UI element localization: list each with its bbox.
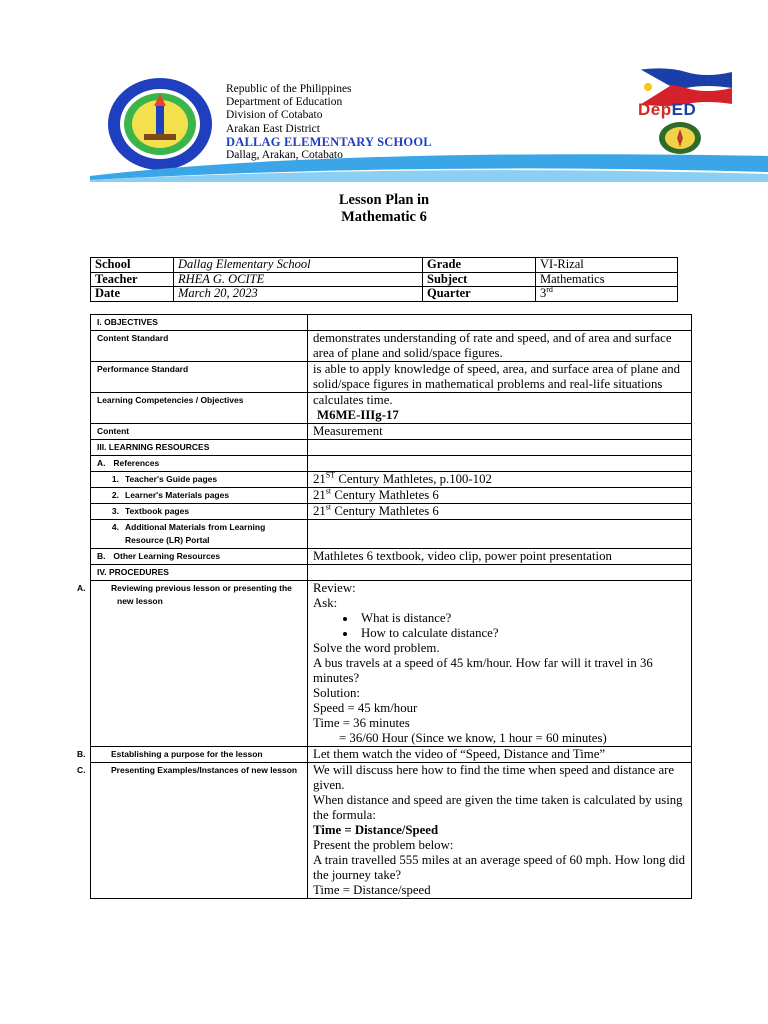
performance-standard-text: is able to apply knowledge of speed, area, and surface area of plane and solid/space figures in mathematical problems and real-life situations — [308, 362, 692, 393]
lm-edition-suffix: st — [325, 486, 332, 496]
lm-edition: 21 — [313, 488, 326, 502]
row-learning-resources — [91, 440, 692, 456]
header-wave-decoration — [0, 150, 768, 182]
subject-value: Mathematics — [536, 272, 678, 287]
header-line-district: Arakan East District — [226, 122, 320, 135]
ask-text: Ask: — [313, 596, 338, 610]
row-content — [91, 424, 692, 440]
procedures-heading: IV. PROCEDURES — [91, 565, 308, 581]
row-competencies — [91, 393, 692, 424]
tb-number: 3. — [111, 506, 119, 516]
row-procedure-c — [91, 763, 692, 899]
quarter-number: 3 — [540, 286, 547, 300]
problem-text: A bus travels at a speed of 45 km/hour. How far will it travel in 36 minutes? — [313, 656, 653, 685]
textbook-label: Textbook pages — [125, 506, 190, 516]
additional-materials-label: Additional Materials from Learning Resource (LR) Portal — [125, 522, 266, 545]
row-procedure-b — [91, 747, 692, 763]
learners-materials-label: Learner's Materials pages — [125, 490, 230, 500]
row-teachers-guide — [91, 472, 692, 488]
time-text: Time = 36 minutes — [313, 716, 410, 730]
info-row-date — [91, 287, 678, 302]
speed-text: Speed = 45 km/hour — [313, 701, 418, 715]
content-label: Content — [91, 424, 308, 440]
learning-resources-heading: III. LEARNING RESOURCES — [91, 440, 308, 456]
formula-text: Time = Distance/Speed — [313, 823, 439, 837]
a-letter: A. — [77, 583, 86, 593]
tg-edition-suffix: ST — [325, 470, 336, 480]
row-procedure-a — [91, 581, 692, 747]
school-label: School — [91, 258, 174, 273]
c-line-4: A train travelled 555 miles at an average speed of 60 mph. How long did the journey take? — [313, 853, 686, 882]
row-learners-materials — [91, 488, 692, 504]
row-other-resources — [91, 549, 692, 565]
date-label: Date — [91, 287, 174, 302]
content-text: Measurement — [308, 424, 692, 440]
review-text: Review: — [313, 581, 356, 595]
competency-code: M6ME-IIIg-17 — [317, 408, 399, 422]
procedure-a-label: Reviewing previous lesson or presenting the new lesson — [111, 583, 292, 606]
procedure-c-label: Presenting Examples/Instances of new lesson — [111, 765, 298, 775]
row-content-standard — [91, 331, 692, 362]
teacher-value: RHEA G. OCITE — [174, 272, 423, 287]
row-performance-standard — [91, 362, 692, 393]
school-value: Dallag Elementary School — [174, 258, 423, 273]
info-row-school — [91, 258, 678, 273]
olr-letter: B. — [97, 551, 106, 561]
header-line-division: Division of Cotabato — [226, 109, 323, 122]
title-line1: Lesson Plan in — [338, 192, 430, 208]
other-resources-text: Mathletes 6 textbook, video clip, power point presentation — [308, 549, 692, 565]
solve-text: Solve the word problem. — [313, 641, 440, 655]
procedure-b-label: Establishing a purpose for the lesson — [111, 749, 263, 759]
grade-value: VI-Rizal — [536, 258, 678, 273]
date-value: March 20, 2023 — [174, 287, 423, 302]
tg-edition: 21 — [313, 472, 326, 486]
c-line-1: We will discuss here how to find the time when speed and distance are given. — [313, 763, 675, 792]
textbook-value: Century Mathletes 6 — [331, 504, 439, 518]
solution-label: Solution: — [313, 686, 360, 700]
objectives-heading: I. OBJECTIVES — [91, 315, 308, 331]
row-procedures — [91, 565, 692, 581]
subject-label: Subject — [423, 272, 536, 287]
letterhead — [0, 0, 768, 185]
c-line-5: Time = Distance/speed — [313, 883, 431, 897]
performance-standard-label: Performance Standard — [91, 362, 308, 393]
tb-edition-suffix: st — [325, 502, 332, 512]
deped-logo: DepED — [638, 100, 697, 119]
b-letter: B. — [77, 749, 86, 759]
title-line2: Mathematic 6 — [341, 209, 427, 225]
lm-number: 2. — [111, 490, 119, 500]
learners-materials-value: Century Mathletes 6 — [331, 488, 439, 502]
teachers-guide-value: Century Mathletes, p.100-102 — [335, 472, 492, 486]
teachers-guide-label: Teacher's Guide pages — [125, 474, 218, 484]
references-letter: A. — [97, 458, 106, 468]
grade-label: Grade — [423, 258, 536, 273]
row-additional-materials — [91, 520, 692, 549]
c-letter: C. — [77, 765, 86, 775]
list-item: • How to calculate distance? — [357, 626, 686, 641]
quarter-suffix: rd — [546, 284, 553, 294]
header-line-deped: Department of Education — [226, 96, 343, 109]
c-line-2: When distance and speed are given the time taken is calculated by using the formula: — [313, 793, 683, 822]
content-standard-label: Content Standard — [91, 331, 308, 362]
other-resources-label: Other Learning Resources — [113, 551, 221, 561]
teacher-label: Teacher — [91, 272, 174, 287]
lesson-plan-table — [77, 314, 692, 899]
c-line-3: Present the problem below: — [313, 838, 454, 852]
competencies-label: Learning Competencies / Objectives — [91, 393, 308, 424]
school-name: DALLAG ELEMENTARY SCHOOL — [226, 134, 432, 149]
info-row-teacher — [91, 272, 678, 287]
lesson-info-table — [90, 257, 678, 302]
conversion-text: = 36/60 Hour (Since we know, 1 hour = 60 minutes) — [339, 731, 607, 745]
header-line-republic: Republic of the Philippines — [226, 83, 352, 95]
tb-edition: 21 — [313, 504, 326, 518]
quarter-label: Quarter — [423, 287, 536, 302]
list-item: • What is distance? — [357, 611, 686, 626]
tg-number: 1. — [111, 474, 119, 484]
quarter-value — [536, 284, 678, 302]
competencies-text: calculates time. — [313, 393, 393, 407]
row-references — [91, 456, 692, 472]
am-number: 4. — [111, 522, 119, 532]
row-objectives — [91, 315, 692, 331]
references-label: References — [113, 458, 160, 468]
question-list — [313, 611, 686, 641]
procedure-b-text: Let them watch the video of “Speed, Distance and Time” — [308, 747, 692, 763]
school-address: Dallag, Arakan, Cotabato — [226, 149, 343, 162]
row-textbook — [91, 504, 692, 520]
content-standard-text: demonstrates understanding of rate and speed, and of area and surface area of plane and solid/space figures. — [308, 331, 692, 362]
